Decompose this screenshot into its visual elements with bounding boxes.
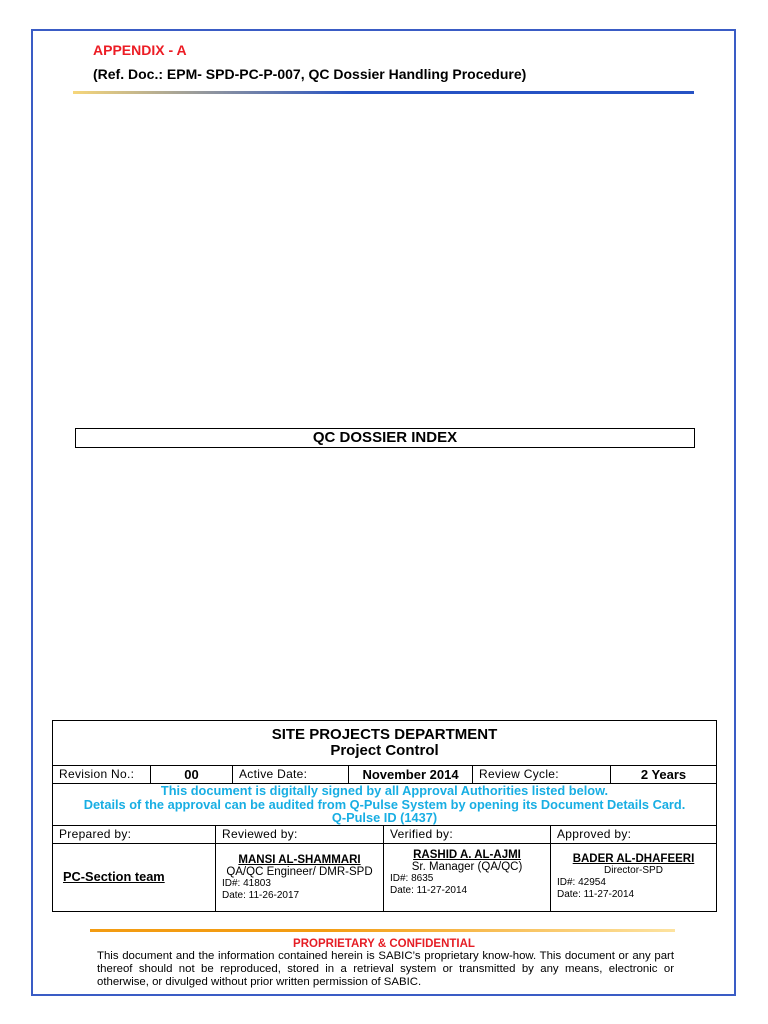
revision-value: 00 <box>151 766 233 783</box>
verifier-title: Sr. Manager (QA/QC) <box>411 861 523 873</box>
verified-by-label: Verified by: <box>384 826 551 843</box>
reviewed-by-cell <box>216 844 384 911</box>
revision-row <box>53 766 716 784</box>
department-row <box>53 721 716 766</box>
reviewed-by-label: Reviewed by: <box>216 826 384 843</box>
approval-notice <box>53 784 716 826</box>
footer-rule <box>90 929 675 932</box>
section-name: Project Control <box>330 742 439 759</box>
verified-by-cell <box>384 844 551 911</box>
reviewer-id: ID#: 41803 <box>222 878 271 889</box>
approver-name: BADER AL-DHAFEERI <box>572 853 695 865</box>
approved-by-cell <box>551 844 716 911</box>
review-cycle-label: Review Cycle: <box>473 766 611 783</box>
department-name: SITE PROJECTS DEPARTMENT <box>271 726 498 743</box>
header-rule <box>73 91 694 94</box>
verifier-name: RASHID A. AL-AJMI <box>413 849 521 861</box>
preparer-name: PC-Section team <box>63 869 165 884</box>
signatures-row <box>53 844 716 911</box>
verifier-date: Date: 11-27-2014 <box>390 885 468 896</box>
appendix-title: APPENDIX - A <box>93 42 187 58</box>
roles-row <box>53 826 716 844</box>
approved-by-label: Approved by: <box>557 827 632 841</box>
active-date-label: Active Date: <box>233 766 349 783</box>
verifier-id: ID#: 8635 <box>390 873 434 884</box>
prepared-by-label: Prepared by: <box>53 826 216 843</box>
approval-table <box>52 720 717 912</box>
prepared-by-cell <box>53 844 216 911</box>
reference-document: (Ref. Doc.: EPM- SPD-PC-P-007, QC Dossier Handling Procedure) <box>93 66 527 82</box>
reviewer-name: MANSI AL-SHAMMARI <box>238 854 361 866</box>
review-cycle-value: 2 Years <box>640 767 687 782</box>
dossier-index-box <box>75 428 695 448</box>
qpulse-id: Q-Pulse ID (1437) <box>331 810 438 825</box>
approver-id: ID#: 42954 <box>557 877 606 888</box>
revision-label: Revision No.: <box>53 766 151 783</box>
confidential-label: PROPRIETARY & CONFIDENTIAL <box>293 938 475 950</box>
active-date-value: November 2014 <box>349 766 473 783</box>
reviewer-title: QA/QC Engineer/ DMR-SPD <box>226 866 373 878</box>
dossier-index-title: QC DOSSIER INDEX <box>312 429 458 446</box>
approver-title: Director-SPD <box>604 865 663 876</box>
approval-notice-line: Details of the approval can be audited from Q-Pulse System by opening its Document Details Card. <box>83 796 686 812</box>
confidentiality-notice: This document and the information contained herein is SABIC’s proprietary know-how. This document or any part thereof should not be reproduced, stored in a retrieval system or transmitted by any means, electronic or otherwise, or divulged without prior written permission of SABIC. <box>97 950 674 988</box>
reviewer-date: Date: 11-26-2017 <box>222 890 300 901</box>
approval-notice-line: This document is digitally signed by all Approval Authorities listed below. <box>160 783 609 798</box>
approver-date: Date: 11-27-2014 <box>557 889 635 900</box>
